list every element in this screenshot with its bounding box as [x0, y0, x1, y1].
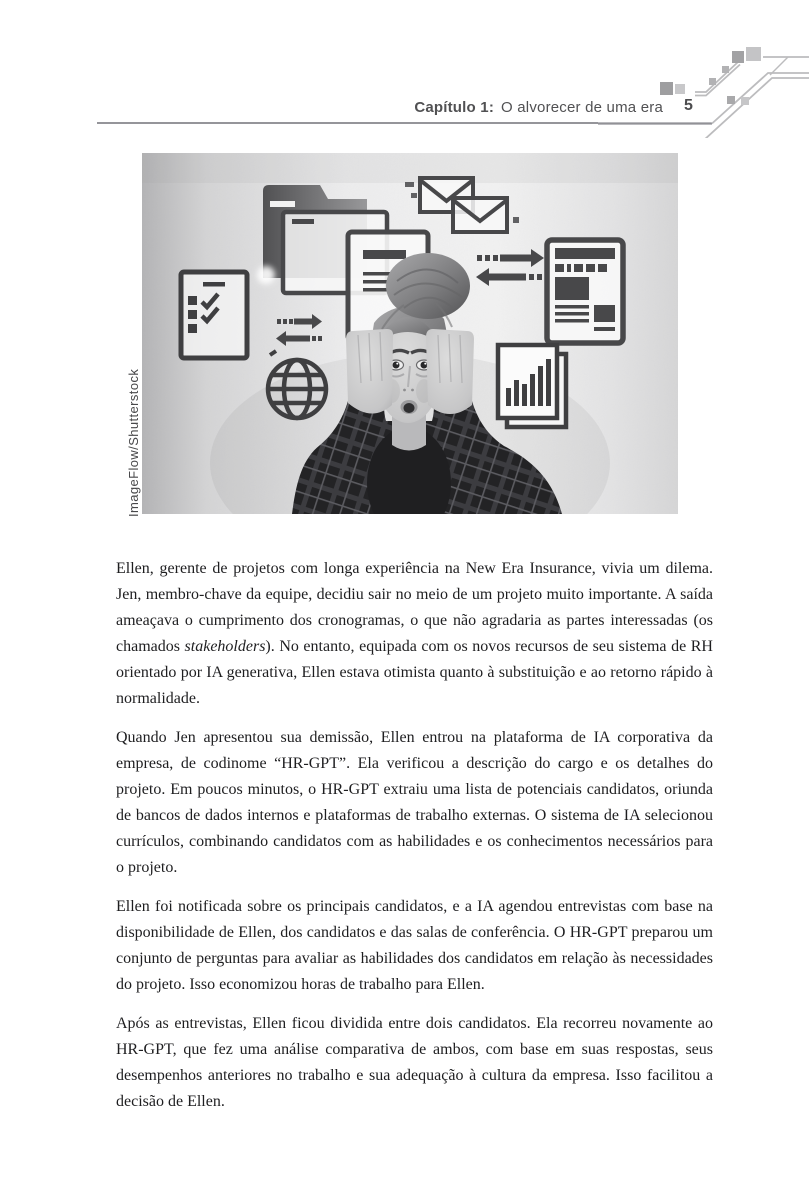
paragraph-4: Após as entrevistas, Ellen ficou dividida entre dois candidatos. Ela recorreu novamente ao HR-GPT, que fez uma análise comparativa de ambos, com base em suas respostas, seus desempenhos anteriores no trabalho e sua adequação à cultura da empresa. Isso facilitou a decisão de Ellen. [116, 1015, 713, 1110]
chapter-label: Capítulo 1: [414, 99, 495, 116]
page-number: 5 [684, 97, 693, 114]
paragraph-3: Ellen foi notificada sobre os principais candidatos, e a IA agendou entrevistas com base na disponibilidade de Ellen, dos candidatos e das salas de conferência. O HR-GPT preparou um conjunto de perguntas para avaliar as habilidades dos candidatos em relação às necessidades do projeto. Isso economizou horas de trabalho para Ellen. [116, 898, 713, 993]
paragraph-1-text: Ellen, gerente de projetos com longa experiência na New Era Insurance, vivia um dilema. Jen, membro-chave da equipe, decidiu sair no meio de um projeto muito importante. A saída ameaçava o cumprimento dos cronogramas, o que não agradaria as partes interessadas (os chamados [116, 560, 713, 655]
body-text [116, 556, 713, 1128]
header-rule [97, 122, 598, 124]
chapter-title: O alvorecer de uma era [501, 99, 663, 116]
bar-chart-icon [498, 345, 566, 427]
checklist-icon [181, 272, 247, 358]
paragraph-1-tail: ). No entanto, equipada com os novos recursos de seu sistema de RH orientado por IA generativa, Ellen estava otimista quanto à substituição e ao retorno rápido à normalidade. [116, 638, 713, 707]
paragraph-2: Quando Jen apresentou sua demissão, Ellen entrou na plataforma de IA corporativa da empresa, de codinome “HR-GPT”. Ela verificou a descrição do cargo e os detalhes do projeto. Em poucos minutos, o HR-GPT extraiu uma lista de potenciais candidatos, oriunda de bancos de dados internos e plataformas de trabalho externas. O sistema de IA selecionou currículos, combinando candidatos com as habilidades e os conhecimentos necessários para o projeto. [116, 729, 713, 876]
stressed-woman-photo [142, 153, 678, 514]
webpage-icon [547, 240, 623, 343]
paragraph-1 [116, 556, 713, 712]
page-header [0, 99, 663, 116]
photo-credit: ImageFlow/Shutterstock [126, 368, 141, 517]
stakeholders-italic: stakeholders [184, 638, 266, 655]
circuit-trace-decoration-icon [598, 38, 809, 138]
